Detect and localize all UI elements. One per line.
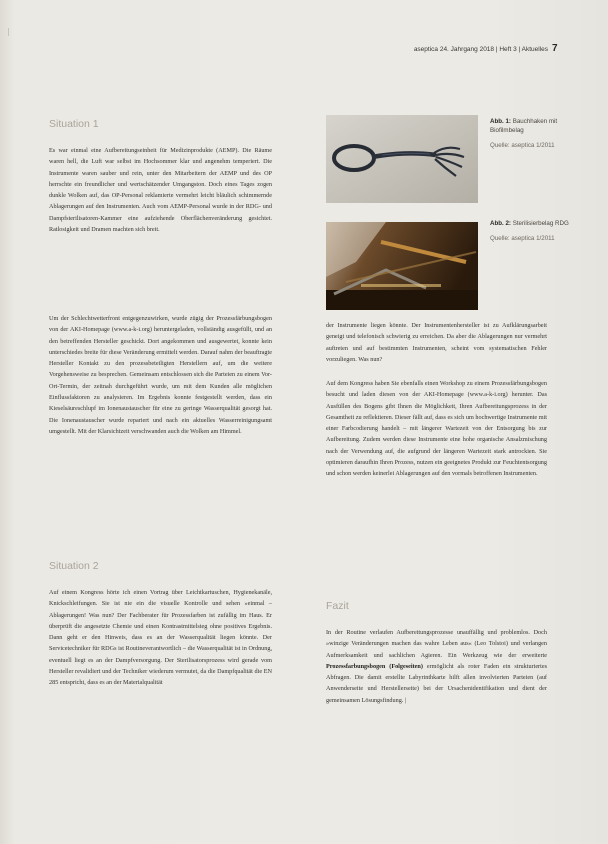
situation-1-paragraph-1: Es war einmal eine Aufbereitungseinheit für Medizinprodukte (AEMP). Die Räume waren hell, die Luft war selbst im Hochsommer klar und angenehm temperiert. Die Instrumente waren sauber und rein, unter den Mitarbeitern der AEMP und des OP herrschte ein freundlicher und wertschätzender Umgangston. Doch eines Tages zogen dunkle Wolken auf, das OP-Personal reklamierte vermehrt leicht bläulich schimmernde Ablagerungen auf den Instrumenten. Auch vom AEMP-Personal wurde in der RDG- und Dampfsterilisatoren-Kammer eine aufziehende Oberflächenveränderung gesichtet. Ratlosigkeit und Dramen machten sich breit. xyxy=(49,147,272,234)
running-head: aseptica 24. Jahrgang 2018 | Heft 3 | Aktuelles xyxy=(413,46,548,53)
figure-1-caption xyxy=(490,117,580,150)
situation-1-heading: Situation 1 xyxy=(49,118,99,130)
figure-2-source: Quelle: aseptica 1/2011 xyxy=(490,235,555,242)
figure-rdg-deposit-photo xyxy=(326,222,478,310)
right-column-paragraph-2: Auf dem Kongress haben Sie ebenfalls einen Workshop zu einem Prozessfärbungsbogen besucht und laden diesen von der AKI-Homepage (www.a-k-i.org) herunter. Das Ausfüllen des Bogens gibt Ihnen die Möglichkeit, Ihren Aufbereitungsprozess in der Gesamtheit zu reflektieren. Dieser fällt auf, dass es sich um hochwertige Instrumente mit einer Farbcodierung handelt – mit längerer Wartezeit von der Entsorgung bis zur Aufbereitung. Zudem werden diese Instrumente eine hohe organische Ansalzmischung nach der Verwendung auf, die aufgrund der längeren Wartezeit stark antrockien. Sie optimieren daraufhin Ihren Prozess, nutzen ein geeignetes Produkt zur Feuchtentsorgung und schon werden keinerlei Ablagerungen auf den vormals betroffenen Instrumenten. xyxy=(326,380,547,478)
situation-2-heading: Situation 2 xyxy=(49,560,99,572)
figure-1-caption-text: Bauchhaken mit Biofilmbelag xyxy=(490,118,558,134)
fazit-bold-term: Prozessfarbungsbogen (Folgeseiten) xyxy=(326,662,423,670)
figure-bauchhaken-photo xyxy=(326,115,478,203)
figure-2-label: Abb. 2: xyxy=(490,220,511,227)
fazit-text-end: ermöglicht als roter Faden ein strukturiertes Abfragen. Die damit erstellte Labyrinthkarte hilft allen involvierten Parteien (auf Anwenderseite und Herstellerseite) bei der Ursachenidentifikation und dient der gemeinsamen Lösungsfindung. | xyxy=(326,662,547,704)
figure-2-caption-text: Sterilisierbelag RDG xyxy=(512,220,569,227)
right-column-paragraph-1: der Instrumente liegen könnte. Der Instrumentenhersteller ist zu Aufklärungsarbeit geneigt und telefonisch schwierig zu erreichen. Da aber die Ablagerungen nur vermehrt auftreten und auf bestimmten Instrumenten, scheint vom systematischen Fehler vorzuliegen. Was nun? xyxy=(326,322,547,363)
margin-mark: | xyxy=(8,27,10,36)
figure-1-source: Quelle: aseptica 1/2011 xyxy=(490,142,555,149)
page-number: 7 xyxy=(552,43,558,54)
figure-1-label: Abb. 1: xyxy=(490,118,511,125)
situation-1-paragraph-2: Um der Schlechtwetterfront entgegenzuwirken, wurde zügig der Prozessfärbungsbogen von der AKI-Homepage (www.a-k-i.org) heruntergeladen, vollständig ausgefüllt, und an den betreffenden Hersteller geschickt. Dort angekommen und ausgewertet, konnte kein unterschiedes breite für diese Veränderung ermittelt werden. Darauf nahm der beauftragte Hersteller Kontakt zu den prozessbeteiligten Herstellern auf, um die weitere Vorgehensweise zu besprechen. Gemeinsam entschlossen sich die Parteien zu einem Vor-Ort-Termin, der zeitnah durchgeführt wurde, um mit dem Kunden alle möglichen Einflussfaktoren zu analysieren. Im Ergebnis konnte festgestellt werden, dass ein Kieselsäureschlupf im Ionenaustauscher für eine zu geringe Wasserqualität gesorgt hat. Die Ionenaustauscher wurde repariert und nach ein aktuelles Wasserreinigungsamt umgestellt. Mit der Klarsichtzeit verschwanden auch die Wolken am Himmel. xyxy=(49,315,272,435)
situation-2-paragraph: Auf einem Kongress hörte ich einen Vortrag über Leichtkartuschen, Hygienekanäle, Knickschleifungen. Sie ist nie ein die visuelle Kontrolle und sehen »einmal – Ablagerungen! Was nun? Der Fachberater für Prozessfarben ist zufällig im Haus. Er überprüft die angesetzte Chemie und einen Kontrastmittelsteg ohne positives Ergebnis. Dann geht er den Hinweis, dass es an der Wasserqualität liegen könnte. Der Servicetechniker für RDGs ist Routineverantwortlich – die Wasserqualität ist in Ordnung, eventuell liegt es an der Dampfversorgung. Der Sterilisatorsprozess wird gerade vom Hersteller revalidiert und der Techniker wiederum vermutet, da die Dampfqualität die EN 285 entspricht, dass es an der Materialqualität xyxy=(49,589,272,687)
figure-2-caption xyxy=(490,219,580,243)
fazit-paragraph xyxy=(326,627,547,753)
fazit-heading: Fazit xyxy=(326,600,349,612)
fazit-text-start: In der Routine verlaufen Aufbereitungsprozesse unauffällig und problemlos. Doch »winzige Veränderungen machen das wahre Leben aus« (Leo Tolstoi) und verlangen Aufmerksamkeit und sachlichen Agieren. Ein Werkzeug wie der erweiterte xyxy=(326,629,547,659)
